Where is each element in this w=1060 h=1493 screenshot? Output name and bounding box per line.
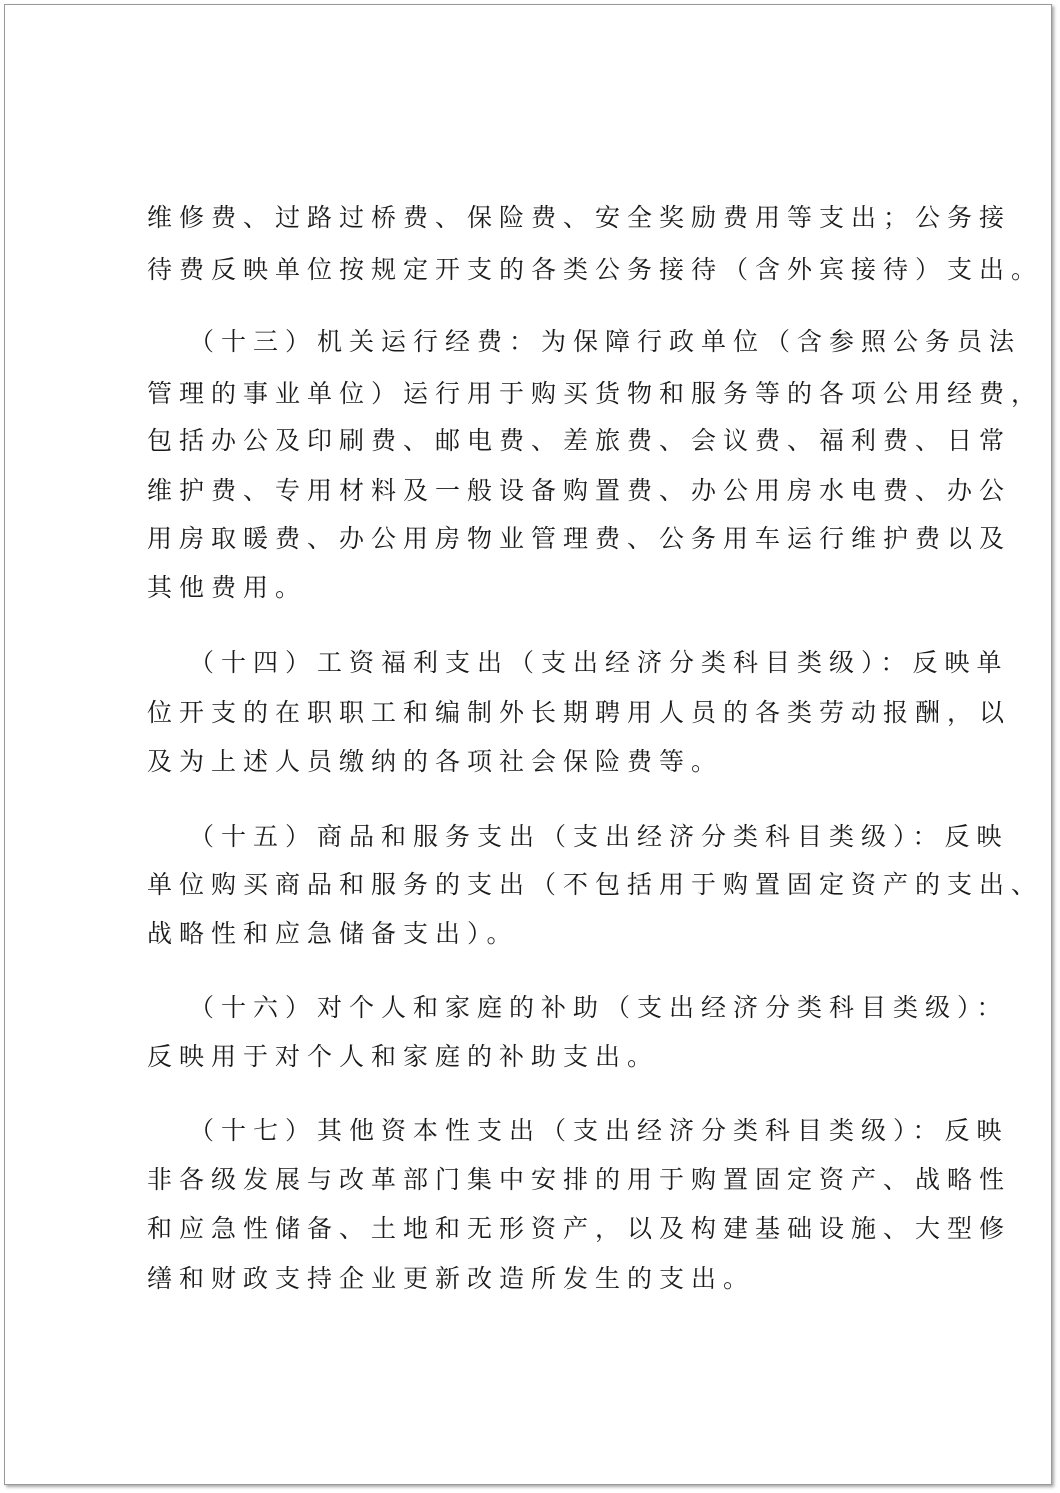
- text-line: 管理的事业单位）运行用于购买货物和服务等的各项公用经费，: [147, 379, 1044, 408]
- text-line: 包括办公及印刷费、邮电费、差旅费、会议费、福利费、日常: [147, 426, 1012, 455]
- text-line: （十六）对个人和家庭的补助（支出经济分类科目类级）：: [189, 993, 1009, 1022]
- text-line: 用房取暖费、办公用房物业管理费、公务用车运行维护费以及: [147, 524, 1012, 553]
- text-line: 维修费、过路过桥费、保险费、安全奖励费用等支出；公务接: [147, 203, 1012, 232]
- text-line: 缮和财政支持企业更新改造所发生的支出。: [147, 1264, 756, 1293]
- text-line: 位开支的在职职工和编制外长期聘用人员的各类劳动报酬，以: [147, 698, 1012, 727]
- text-line: 维护费、专用材料及一般设备购置费、办公用房水电费、办公: [147, 476, 1012, 505]
- text-line: 待费反映单位按规定开支的各类公务接待（含外宾接待）支出。: [147, 255, 1044, 284]
- text-line: 反映用于对个人和家庭的补助支出。: [147, 1042, 660, 1071]
- text-line: 单位购买商品和服务的支出（不包括用于购置固定资产的支出、: [147, 870, 1044, 899]
- text-line: （十三）机关运行经费：为保障行政单位（含参照公务员法: [189, 327, 1022, 356]
- text-line: 及为上述人员缴纳的各项社会保险费等。: [147, 747, 724, 776]
- text-line: 战略性和应急储备支出）。: [147, 919, 519, 948]
- document-page: [4, 4, 1052, 1485]
- text-line: （十七）其他资本性支出（支出经济分类科目类级）：反映: [189, 1116, 1009, 1145]
- text-line: （十四）工资福利支出（支出经济分类科目类级）：反映单: [189, 648, 1009, 677]
- text-line: （十五）商品和服务支出（支出经济分类科目类级）：反映: [189, 822, 1009, 851]
- text-line: 和应急性储备、土地和无形资产，以及构建基础设施、大型修: [147, 1214, 1012, 1243]
- text-line: 其他费用。: [147, 573, 308, 602]
- text-line: 非各级发展与改革部门集中安排的用于购置固定资产、战略性: [147, 1165, 1012, 1194]
